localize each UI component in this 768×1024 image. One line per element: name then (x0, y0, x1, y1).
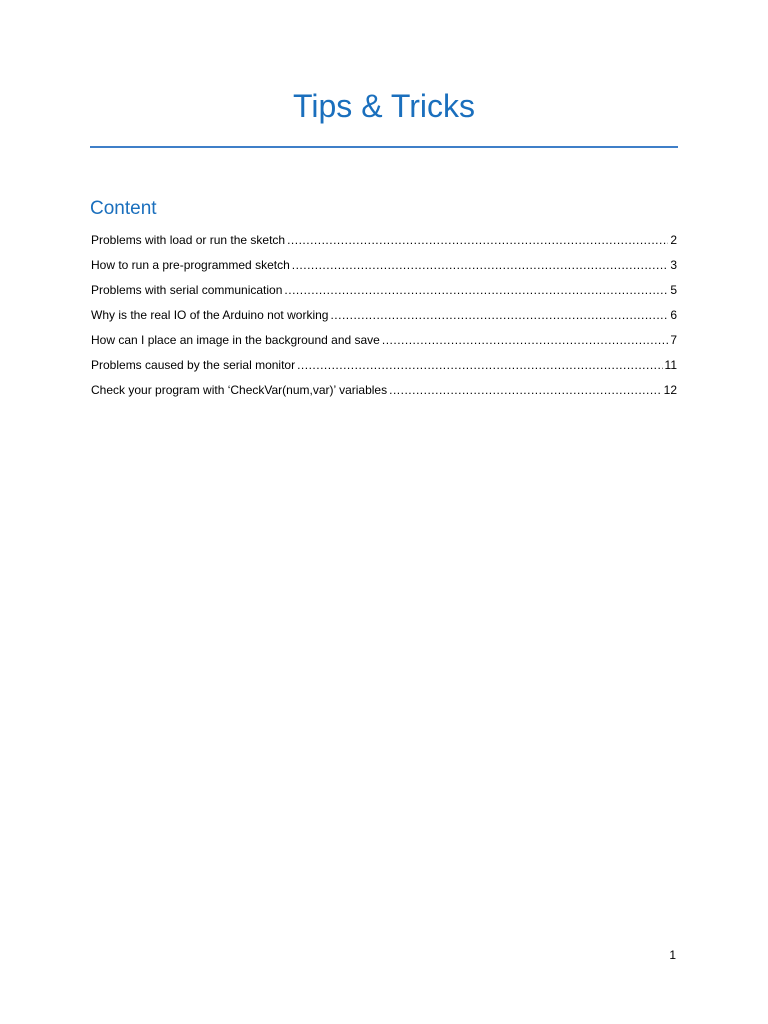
toc-entry[interactable] (91, 253, 677, 278)
toc-dot-leader (284, 278, 668, 303)
title-divider (90, 146, 678, 148)
toc-dot-leader (287, 228, 668, 253)
toc-dot-leader (382, 328, 668, 353)
page-number: 1 (669, 948, 676, 962)
toc-entry[interactable] (91, 228, 677, 253)
toc-entry-title: Problems with load or run the sketch (91, 233, 286, 247)
toc-entry[interactable] (91, 303, 677, 328)
toc-entry-title: How can I place an image in the background and save (91, 333, 380, 347)
toc-dot-leader (297, 353, 662, 378)
toc-entry-page: 7 (670, 333, 677, 347)
toc-dot-leader (330, 303, 668, 328)
toc-entry-title: Check your program with ‘CheckVar(num,var)’ variables (91, 383, 388, 397)
toc-heading: Content (90, 198, 157, 219)
toc-entry-title: Problems caused by the serial monitor (91, 358, 296, 372)
toc-entry[interactable] (91, 378, 677, 403)
toc-dot-leader (292, 253, 669, 278)
toc-entry-title: Why is the real IO of the Arduino not working (91, 308, 329, 322)
toc-entry-page: 5 (670, 283, 677, 297)
toc-entry-page: 12 (663, 383, 677, 397)
page-title: Tips & Tricks (293, 88, 475, 124)
table-of-contents (91, 228, 677, 403)
toc-entry-page: 2 (670, 233, 677, 247)
toc-entry-page: 6 (670, 308, 677, 322)
toc-entry[interactable] (91, 278, 677, 303)
toc-entry-title: Problems with serial communication (91, 283, 283, 297)
toc-entry-page: 11 (664, 358, 677, 372)
toc-entry-page: 3 (670, 258, 677, 272)
toc-entry-title: How to run a pre-programmed sketch (91, 258, 290, 272)
toc-entry[interactable] (91, 328, 677, 353)
toc-entry[interactable] (91, 353, 677, 378)
toc-dot-leader (389, 378, 662, 403)
